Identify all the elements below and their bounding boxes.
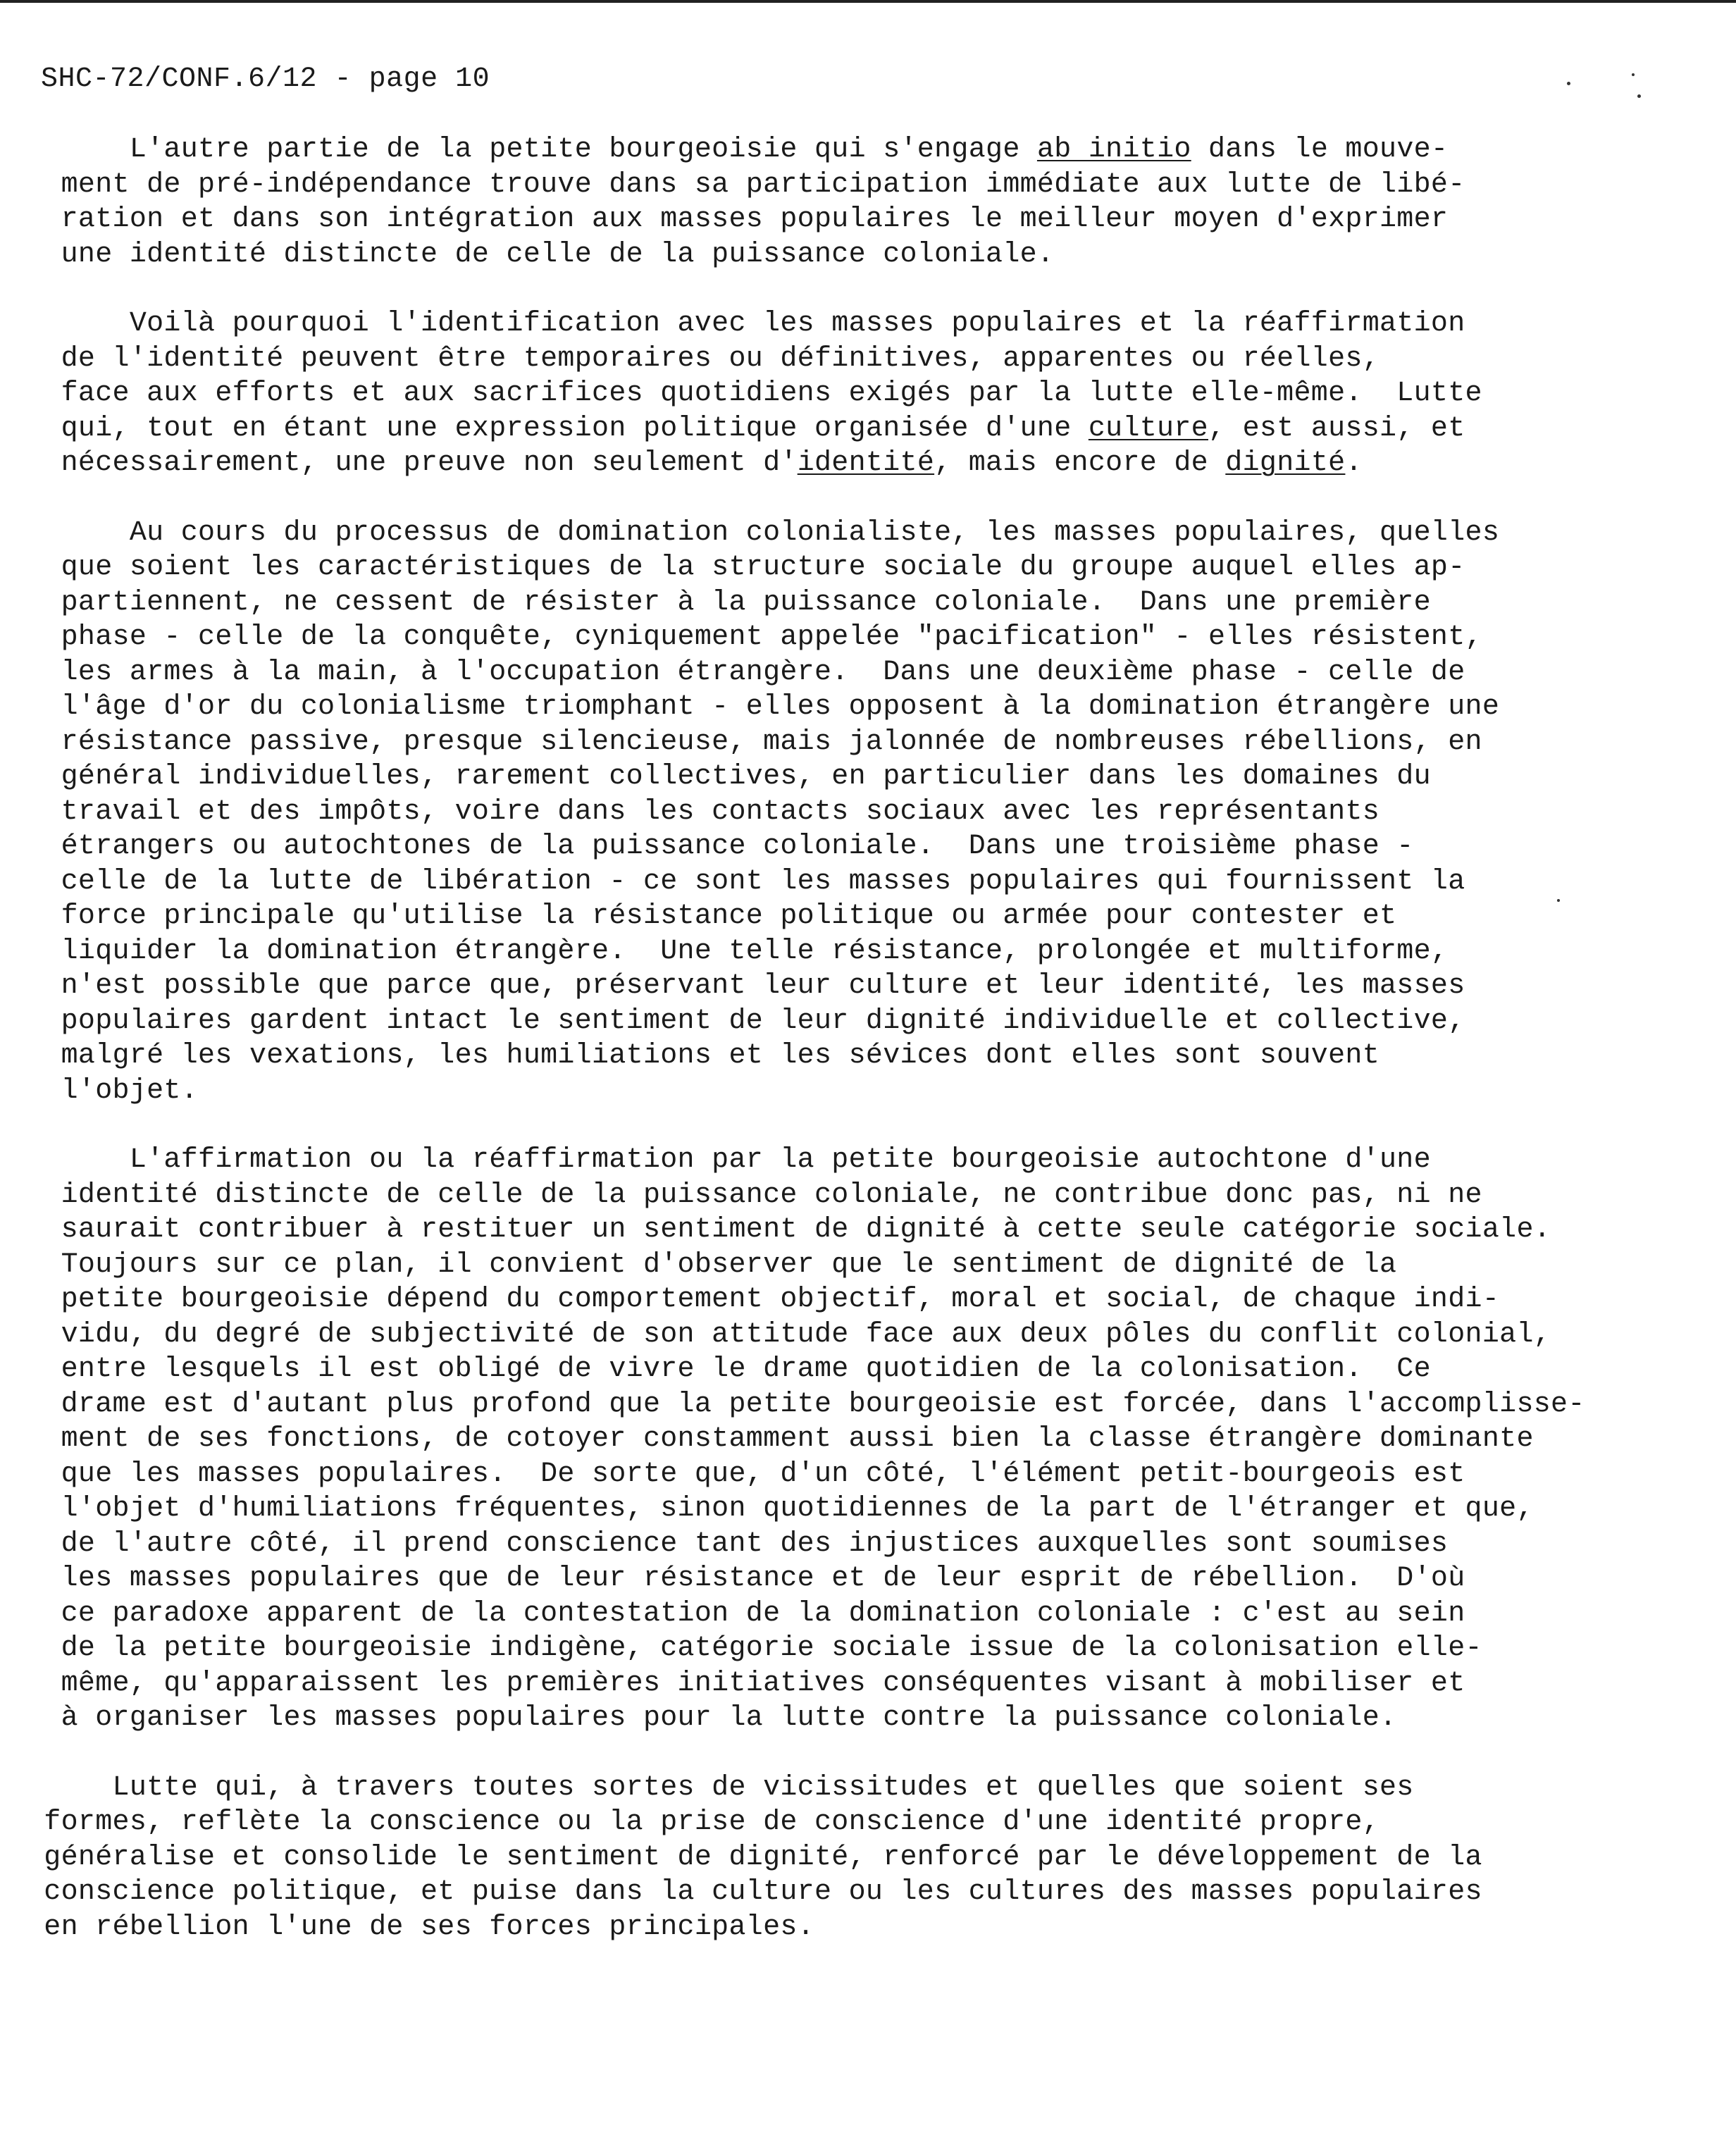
text-segment: que soient les caractéristiques de la structure sociale du groupe auquel elles ap- bbox=[27, 552, 1465, 583]
text-line bbox=[27, 620, 1704, 655]
text-line bbox=[27, 1666, 1704, 1702]
text-segment: ment de ses fonctions, de cotoyer constamment aussi bien la classe étrangère dominante bbox=[27, 1423, 1534, 1455]
text-segment: celle de la lutte de libération - ce sont les masses populaires qui fournissent la bbox=[27, 865, 1465, 898]
text-line bbox=[27, 1213, 1704, 1248]
text-segment: ration et dans son intégration aux masses populaires le meilleur moyen d'exprimer bbox=[27, 204, 1449, 235]
text-segment: partiennent, ne cessent de résister à la puissance coloniale. Dans une première bbox=[27, 586, 1431, 619]
scan-top-edge bbox=[0, 0, 1736, 3]
text-line bbox=[27, 1074, 1704, 1109]
text-line bbox=[27, 1771, 1704, 1806]
text-segment: travail et des impôts, voire dans les contacts sociaux avec les représentants bbox=[27, 795, 1380, 828]
text-line bbox=[27, 655, 1704, 690]
text-line bbox=[27, 795, 1704, 830]
text-segment: dans le mouve- bbox=[1191, 134, 1449, 166]
text-segment: résistance passive, presque silencieuse, mais jalonnée de nombreuses rébellions, en bbox=[27, 726, 1482, 758]
paragraph bbox=[27, 1143, 1704, 1736]
text-segment: drame est d'autant plus profond que la petite bourgeoisie est forcée, dans l'accomplisse- bbox=[27, 1388, 1585, 1420]
text-line bbox=[27, 865, 1704, 900]
text-line bbox=[27, 1492, 1704, 1527]
text-line bbox=[27, 1352, 1704, 1387]
text-segment: généralise et consolide le sentiment de dignité, renforcé par le développement de la bbox=[27, 1841, 1482, 1873]
text-segment: identité distincte de celle de la puissance coloniale, ne contribue donc pas, ni ne bbox=[27, 1179, 1482, 1211]
text-segment: saurait contribuer à restituer un sentiment de dignité à cette seule catégorie sociale. bbox=[27, 1214, 1551, 1246]
text-segment: populaires gardent intact le sentiment de leur dignité individuelle et collective, bbox=[27, 1005, 1465, 1037]
text-segment: force principale qu'utilise la résistance politique ou armée pour contester et bbox=[27, 900, 1397, 932]
text-line bbox=[27, 1840, 1704, 1876]
text-segment: en rébellion l'une de ses forces principales. bbox=[27, 1911, 814, 1943]
text-line bbox=[27, 1387, 1704, 1423]
text-line bbox=[27, 132, 1704, 168]
underlined-term: culture bbox=[1088, 412, 1208, 445]
text-line bbox=[27, 411, 1704, 447]
text-line bbox=[27, 446, 1704, 481]
scan-speck bbox=[1632, 73, 1635, 76]
text-line bbox=[27, 1875, 1704, 1910]
text-segment: une identité distincte de celle de la puissance coloniale. bbox=[27, 238, 1055, 271]
text-segment: n'est possible que parce que, préservant leur culture et leur identité, les masses bbox=[27, 970, 1465, 1002]
text-segment: entre lesquels il est obligé de vivre le drame quotidien de la colonisation. Ce bbox=[27, 1353, 1431, 1385]
text-line bbox=[27, 550, 1704, 586]
text-line bbox=[27, 516, 1704, 551]
text-line bbox=[27, 690, 1704, 725]
text-segment: phase - celle de la conquête, cyniquement appelée "pacification" - elles résistent, bbox=[27, 621, 1482, 653]
text-line bbox=[27, 1597, 1704, 1632]
text-segment: de l'autre côté, il prend conscience tant des injustices auxquelles sont soumises bbox=[27, 1528, 1449, 1560]
text-segment: liquider la domination étrangère. Une telle résistance, prolongée et multiforme, bbox=[27, 935, 1449, 967]
text-line bbox=[27, 829, 1704, 865]
text-segment: , est aussi, et bbox=[1208, 412, 1465, 445]
page-header: SHC-72/CONF.6/12 - page 10 bbox=[41, 63, 490, 95]
text-segment: les masses populaires que de leur résistance et de leur esprit de rébellion. D'où bbox=[27, 1563, 1465, 1594]
text-line bbox=[27, 202, 1704, 237]
text-segment: vidu, du degré de subjectivité de son attitude face aux deux pôles du conflit colonial, bbox=[27, 1318, 1551, 1351]
text-segment: face aux efforts et aux sacrifices quotidiens exigés par la lutte elle-même. Lutte bbox=[27, 378, 1482, 409]
text-segment: L'autre partie de la petite bourgeoisie qui s'engage bbox=[27, 134, 1037, 166]
text-line bbox=[27, 237, 1704, 273]
text-segment: , mais encore de bbox=[934, 447, 1226, 479]
text-line bbox=[27, 1004, 1704, 1039]
text-segment: ce paradoxe apparent de la contestation de la domination coloniale : c'est au sein bbox=[27, 1597, 1465, 1630]
text-segment: ment de pré-indépendance trouve dans sa participation immédiate aux lutte de libé- bbox=[27, 168, 1465, 201]
text-line bbox=[27, 1527, 1704, 1562]
text-line bbox=[27, 899, 1704, 934]
text-line bbox=[27, 586, 1704, 621]
text-line bbox=[27, 725, 1704, 760]
text-line bbox=[27, 1248, 1704, 1283]
text-segment: . bbox=[1345, 447, 1363, 479]
text-segment: l'âge d'or du colonialisme triomphant - elles opposent à la domination étrangère une bbox=[27, 691, 1500, 723]
document-body bbox=[27, 132, 1704, 1979]
text-segment: l'objet. bbox=[27, 1074, 199, 1107]
text-segment: Toujours sur ce plan, il convient d'observer que le sentiment de dignité de la bbox=[27, 1249, 1397, 1281]
paragraph bbox=[27, 306, 1704, 481]
text-line bbox=[27, 1143, 1704, 1178]
text-line bbox=[27, 1178, 1704, 1213]
text-segment: nécessairement, une preuve non seulement d' bbox=[27, 447, 798, 479]
text-line bbox=[27, 168, 1704, 203]
text-segment: que les masses populaires. De sorte que, d'un côté, l'élément petit-bourgeois est bbox=[27, 1458, 1465, 1490]
text-line bbox=[27, 1805, 1704, 1840]
text-segment: qui, tout en étant une expression politique organisée d'une bbox=[27, 412, 1089, 445]
text-segment: même, qu'apparaissent les premières initiatives conséquentes visant à mobiliser et bbox=[27, 1667, 1465, 1699]
text-line bbox=[27, 1422, 1704, 1457]
text-line bbox=[27, 760, 1704, 795]
paragraph bbox=[27, 1771, 1704, 1945]
text-line bbox=[27, 1039, 1704, 1074]
text-line bbox=[27, 1282, 1704, 1318]
scan-speck bbox=[1567, 82, 1570, 85]
text-segment: petite bourgeoisie dépend du comportement objectif, moral et social, de chaque indi- bbox=[27, 1284, 1500, 1315]
text-line bbox=[27, 1910, 1704, 1945]
text-segment: général individuelles, rarement collectives, en particulier dans les domaines du bbox=[27, 761, 1431, 793]
text-segment: Lutte qui, à travers toutes sortes de vicissitudes et quelles que soient ses bbox=[27, 1771, 1414, 1804]
text-segment: Au cours du processus de domination colonialiste, les masses populaires, quelles bbox=[27, 516, 1500, 549]
paragraph bbox=[27, 516, 1704, 1109]
underlined-term: dignité bbox=[1225, 447, 1346, 479]
text-segment: conscience politique, et puise dans la culture ou les cultures des masses populaires bbox=[27, 1876, 1482, 1908]
text-line bbox=[27, 1701, 1704, 1736]
underlined-term: ab initio bbox=[1036, 134, 1191, 166]
text-line bbox=[27, 342, 1704, 377]
paragraph bbox=[27, 132, 1704, 272]
text-line bbox=[27, 1457, 1704, 1492]
text-segment: de l'identité peuvent être temporaires ou définitives, apparentes ou réelles, bbox=[27, 342, 1380, 375]
text-line bbox=[27, 306, 1704, 342]
text-segment: L'affirmation ou la réaffirmation par la petite bourgeoisie autochtone d'une bbox=[27, 1144, 1431, 1176]
text-segment: à organiser les masses populaires pour la lutte contre la puissance coloniale. bbox=[27, 1702, 1397, 1734]
text-segment: étrangers ou autochtones de la puissance coloniale. Dans une troisième phase - bbox=[27, 831, 1414, 862]
text-segment: formes, reflète la conscience ou la prise de conscience d'une identité propre, bbox=[27, 1807, 1380, 1838]
text-segment: l'objet d'humiliations fréquentes, sinon quotidiennes de la part de l'étranger et que, bbox=[27, 1493, 1534, 1525]
text-line bbox=[27, 1631, 1704, 1666]
text-line bbox=[27, 934, 1704, 969]
text-segment: les armes à la main, à l'occupation étrangère. Dans une deuxième phase - celle de bbox=[27, 656, 1465, 688]
text-segment: Voilà pourquoi l'identification avec les masses populaires et la réaffirmation bbox=[27, 308, 1465, 340]
text-segment: de la petite bourgeoisie indigène, catégorie sociale issue de la colonisation elle- bbox=[27, 1633, 1482, 1664]
text-segment: malgré les vexations, les humiliations et les sévices dont elles sont souvent bbox=[27, 1040, 1380, 1072]
underlined-term: identité bbox=[797, 447, 935, 479]
text-line bbox=[27, 1318, 1704, 1353]
text-line bbox=[27, 376, 1704, 411]
scan-speck bbox=[1637, 94, 1641, 98]
text-line bbox=[27, 1561, 1704, 1597]
text-line bbox=[27, 969, 1704, 1004]
